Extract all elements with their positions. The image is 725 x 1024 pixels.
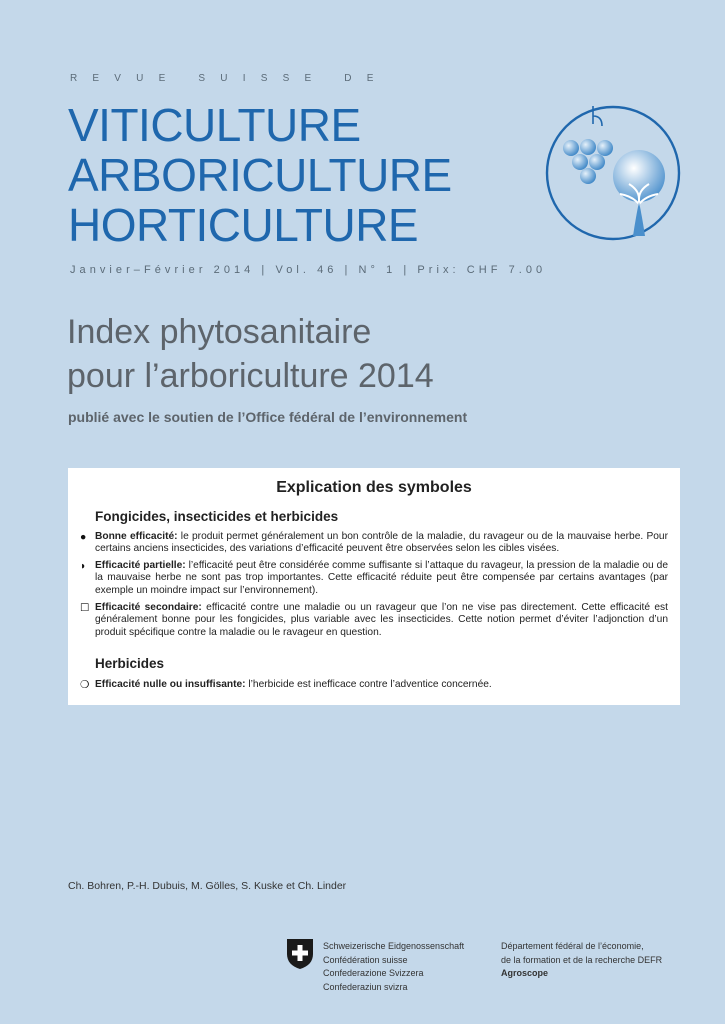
confederation-names — [323, 940, 464, 994]
symbol-entry-none — [80, 679, 668, 691]
empty-square-icon: ☐ — [80, 602, 90, 614]
confederation-line: Confédération suisse — [323, 954, 408, 965]
department-line: Département fédéral de l’économie, — [501, 941, 644, 951]
department-line: de la formation et de la recherche DEFR — [501, 954, 663, 965]
confederation-line: Confederazione Svizzera — [323, 968, 424, 978]
publication-subtitle: publié avec le soutien de l’Office fédéral de l’environnement — [68, 409, 468, 425]
entry-label: Efficacité nulle ou insuffisante: — [95, 679, 246, 690]
swiss-cross-shield-icon — [286, 938, 314, 970]
index-title-line-1: Index phytosanitaire — [67, 313, 372, 351]
symbol-entry-secondary — [80, 602, 668, 639]
half-circle-icon: ◗ — [80, 560, 87, 572]
department-info — [501, 940, 662, 981]
entry-text: efficacité contre une maladie ou un ravageur que l’on ne vise pas directement. Cette efficacité est généralement bonne pour les fongicides, plus variable avec les insecticides. Cette notion permet d’éviter l’adjonction d’un produit spécifique contre la maladie ou le ravageur en question. — [95, 602, 668, 638]
confederation-line: Confederaziun svizra — [323, 981, 408, 992]
entry-label: Bonne efficacité: — [95, 531, 178, 542]
section-heading-herbicides: Herbicides — [95, 656, 165, 671]
entry-text: l’herbicide est inefficace contre l’adventice concernée. — [245, 679, 492, 690]
journal-title-line-1: VITICULTURE — [68, 99, 361, 151]
agency-name: Agroscope — [501, 968, 549, 978]
index-title-line-2: pour l’arboriculture 2014 — [67, 357, 434, 395]
issue-info: Janvier–Février 2014 | Vol. 46 | N° 1 | Prix: CHF 7.00 — [70, 264, 547, 276]
entry-label: Efficacité partielle: — [95, 560, 186, 571]
revue-label: REVUE SUISSE DE — [70, 73, 389, 84]
entry-text: l’efficacité peut être considérée comme suffisante si l’attaque du ravageur, la pression de la maladie ou de la mauvaise herbe ne sont pas trop importantes. Cette efficacité réduite peut être compensée par certains avantages (par exemple un moindre impact sur l’environnement). — [95, 560, 668, 596]
journal-title-line-3: HORTICULTURE — [68, 199, 419, 251]
symbol-entry-partial — [80, 560, 668, 597]
full-circle-icon: ● — [80, 531, 87, 543]
authors: Ch. Bohren, P.-H. Dubuis, M. Gölles, S. Kuske et Ch. Linder — [68, 880, 347, 892]
entry-label: Efficacité secondaire: — [95, 602, 202, 613]
grape-tree-logo-icon — [544, 104, 682, 242]
entry-text: le produit permet généralement un bon contrôle de la maladie, du ravageur ou de la mauvaise herbe. Pour certains anciens insecticides, des variations d’efficacité peuvent être observées selon les cibles visées. — [95, 531, 668, 555]
symbol-entry-good — [80, 531, 668, 556]
symbols-heading: Explication des symboles — [276, 479, 472, 496]
journal-title-line-2: ARBORICULTURE — [68, 149, 452, 201]
empty-circle-icon: ❍ — [80, 679, 90, 691]
symbols-explanation-box — [68, 468, 680, 705]
confederation-line: Schweizerische Eidgenossenschaft — [323, 941, 465, 951]
section-heading-fungicides: Fongicides, insecticides et herbicides — [95, 509, 339, 524]
